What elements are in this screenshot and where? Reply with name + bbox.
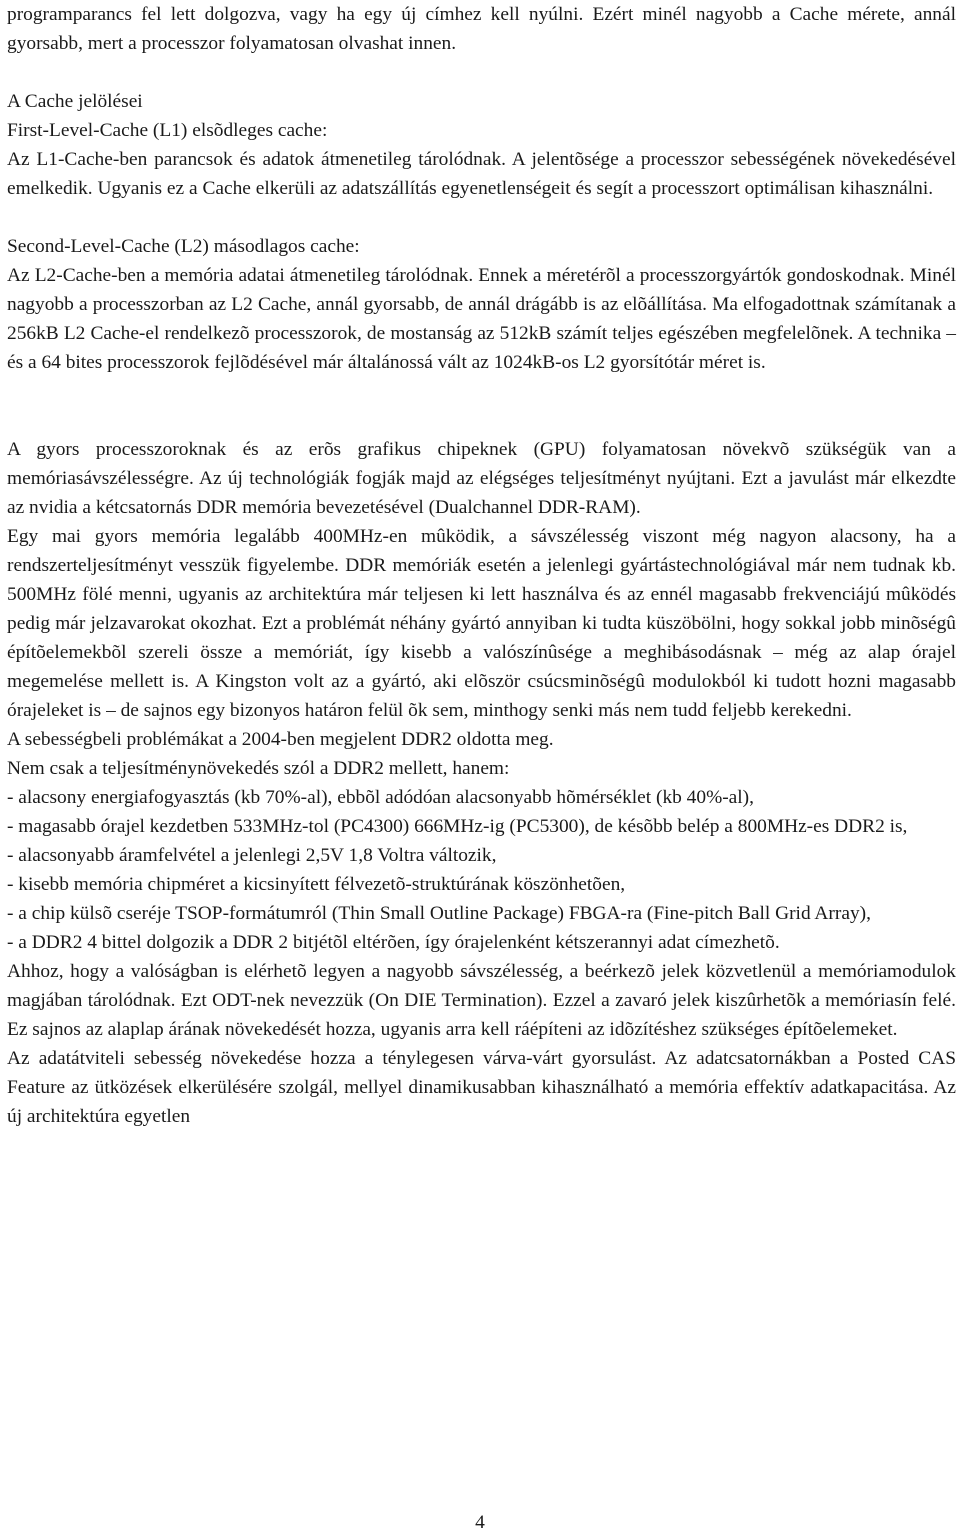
spacer <box>7 203 956 232</box>
bullet-item: - kisebb memória chipméret a kicsinyített félvezetõ-struktúrának köszönhetõen, <box>7 874 626 895</box>
memory-paragraph-6: Az adatátviteli sebesség növekedése hozza a ténylegesen várva-várt gyorsulást. Az adatcsatornákban a Posted CAS Feature az ütközések elkerülésére szolgál, mellyel dinamikusabban kihasználható a memória effektív adatkapacitása. Az új architektúra egyetlen <box>7 1048 956 1127</box>
l2-heading: Second-Level-Cache (L2) másodlagos cache: <box>7 236 360 257</box>
intro-paragraph: programparancs fel lett dolgozva, vagy ha egy új címhez kell nyúlni. Ezért minél nagyobb a Cache mérete, annál gyorsabb, mert a processzor folyamatosan olvashat innen. <box>7 4 956 54</box>
l1-heading: First-Level-Cache (L1) elsõdleges cache: <box>7 120 328 141</box>
memory-paragraph-4: Nem csak a teljesítménynövekedés szól a DDR2 mellett, hanem: <box>7 758 510 779</box>
memory-paragraph-3: A sebességbeli problémákat a 2004-ben megjelent DDR2 oldotta meg. <box>7 729 554 750</box>
bullet-item: - a DDR2 4 bittel dolgozik a DDR 2 bitjétõl eltérõen, így órajelenként kétszerannyi adat címezhetõ. <box>7 932 780 953</box>
bullet-item: - a chip külsõ cseréje TSOP-formátumról (Thin Small Outline Package) FBGA-ra (Fine-pitch Ball Grid Array), <box>7 903 871 924</box>
bullet-item: - alacsony energiafogyasztás (kb 70%-al), ebbõl adódóan alacsonyabb hõmérséklet (kb 40%-al), <box>7 787 754 808</box>
document-page <box>7 0 956 1131</box>
bullet-item: - alacsonyabb áramfelvétel a jelenlegi 2,5V 1,8 Voltra változik, <box>7 845 497 866</box>
l2-paragraph: Az L2-Cache-ben a memória adatai átmenetileg tárolódnak. Ennek a méretérõl a processzorgyártók gondoskodnak. Minél nagyobb a processzorban az L2 Cache, annál gyorsabb, de annál drágább is az elõállítása. Ma elfogadottnak számítanak a 256kB L2 Cache-el rendelkezõ processzorok, de mostanság az 512kB számít teljes egészében megfelelõnek. A technika – és a 64 bites processzorok fejlõdésével már általánossá vált az 1024kB-os L2 gyorsítótár méret is. <box>7 265 956 373</box>
memory-paragraph-1: A gyors processzoroknak és az erõs grafikus chipeknek (GPU) folyamatosan növekvõ szükségük van a memóriasávszélességre. Az új technológiák fogják majd az elégséges teljesítményt nyújtani. Ezt a javulást már elkezdte az nvidia a kétcsatornás DDR memória bevezetésével (Dualchannel DDR-RAM). <box>7 439 956 518</box>
page-number: 4 <box>475 1512 485 1533</box>
l1-paragraph: Az L1-Cache-ben parancsok és adatok átmenetileg tárolódnak. A jelentõsége a processzor sebességének növekedésével emelkedik. Ugyanis ez a Cache elkerüli az adatszállítás egyenetlenségeit és segít a processzort optimálisan kihasználni. <box>7 149 956 199</box>
bullet-item: - magasabb órajel kezdetben 533MHz-tol (PC4300) 666MHz-ig (PC5300), de késõbb belép a 800MHz-es DDR2 is, <box>7 816 908 837</box>
spacer <box>7 377 956 435</box>
spacer <box>7 58 956 87</box>
memory-paragraph-5: Ahhoz, hogy a valóságban is elérhetõ legyen a nagyobb sávszélesség, a beérkezõ jelek közvetlenül a memóriamodulok magjában tárolódnak. Ezt ODT-nek nevezzük (On DIE Termination). Ezzel a zavaró jelek kiszûrhetõk a memóriasín felé. Ez sajnos az alaplap árának növekedését hozza, ugyanis arra kell ráépíteni az idõzítéshez szükséges építõelemeket. <box>7 961 956 1040</box>
memory-paragraph-2: Egy mai gyors memória legalább 400MHz-en mûködik, a sávszélesség viszont még nagyon alacsony, ha a rendszerteljesítményt vesszük figyelembe. DDR memóriák esetén a jelenlegi gyártástechnológiával már nem tudnak kb. 500MHz fölé menni, ugyanis az architektúra már teljesen ki lett használva és az ennél magasabb frekvenciájú mûködés pedig már jelzavarokat okozhat. Ezt a problémát néhány gyártó annyiban ki tudta küszöbölni, hogy sokkal jobb minõségû építõelemekbõl szereli össze a memóriát, így kisebb a valószínûsége a meghibásodásnak – még az alap órajel megemelése mellett is. A Kingston volt az a gyártó, aki elõször csúcsminõségû modulokból ki tudott hozni magasabb órajeleket is – de sajnos egy bizonyos határon felül õk sem, minthogy senki más nem tudd feljebb kerekedni. <box>7 526 956 721</box>
section-title-cache: A Cache jelölései <box>7 91 143 112</box>
